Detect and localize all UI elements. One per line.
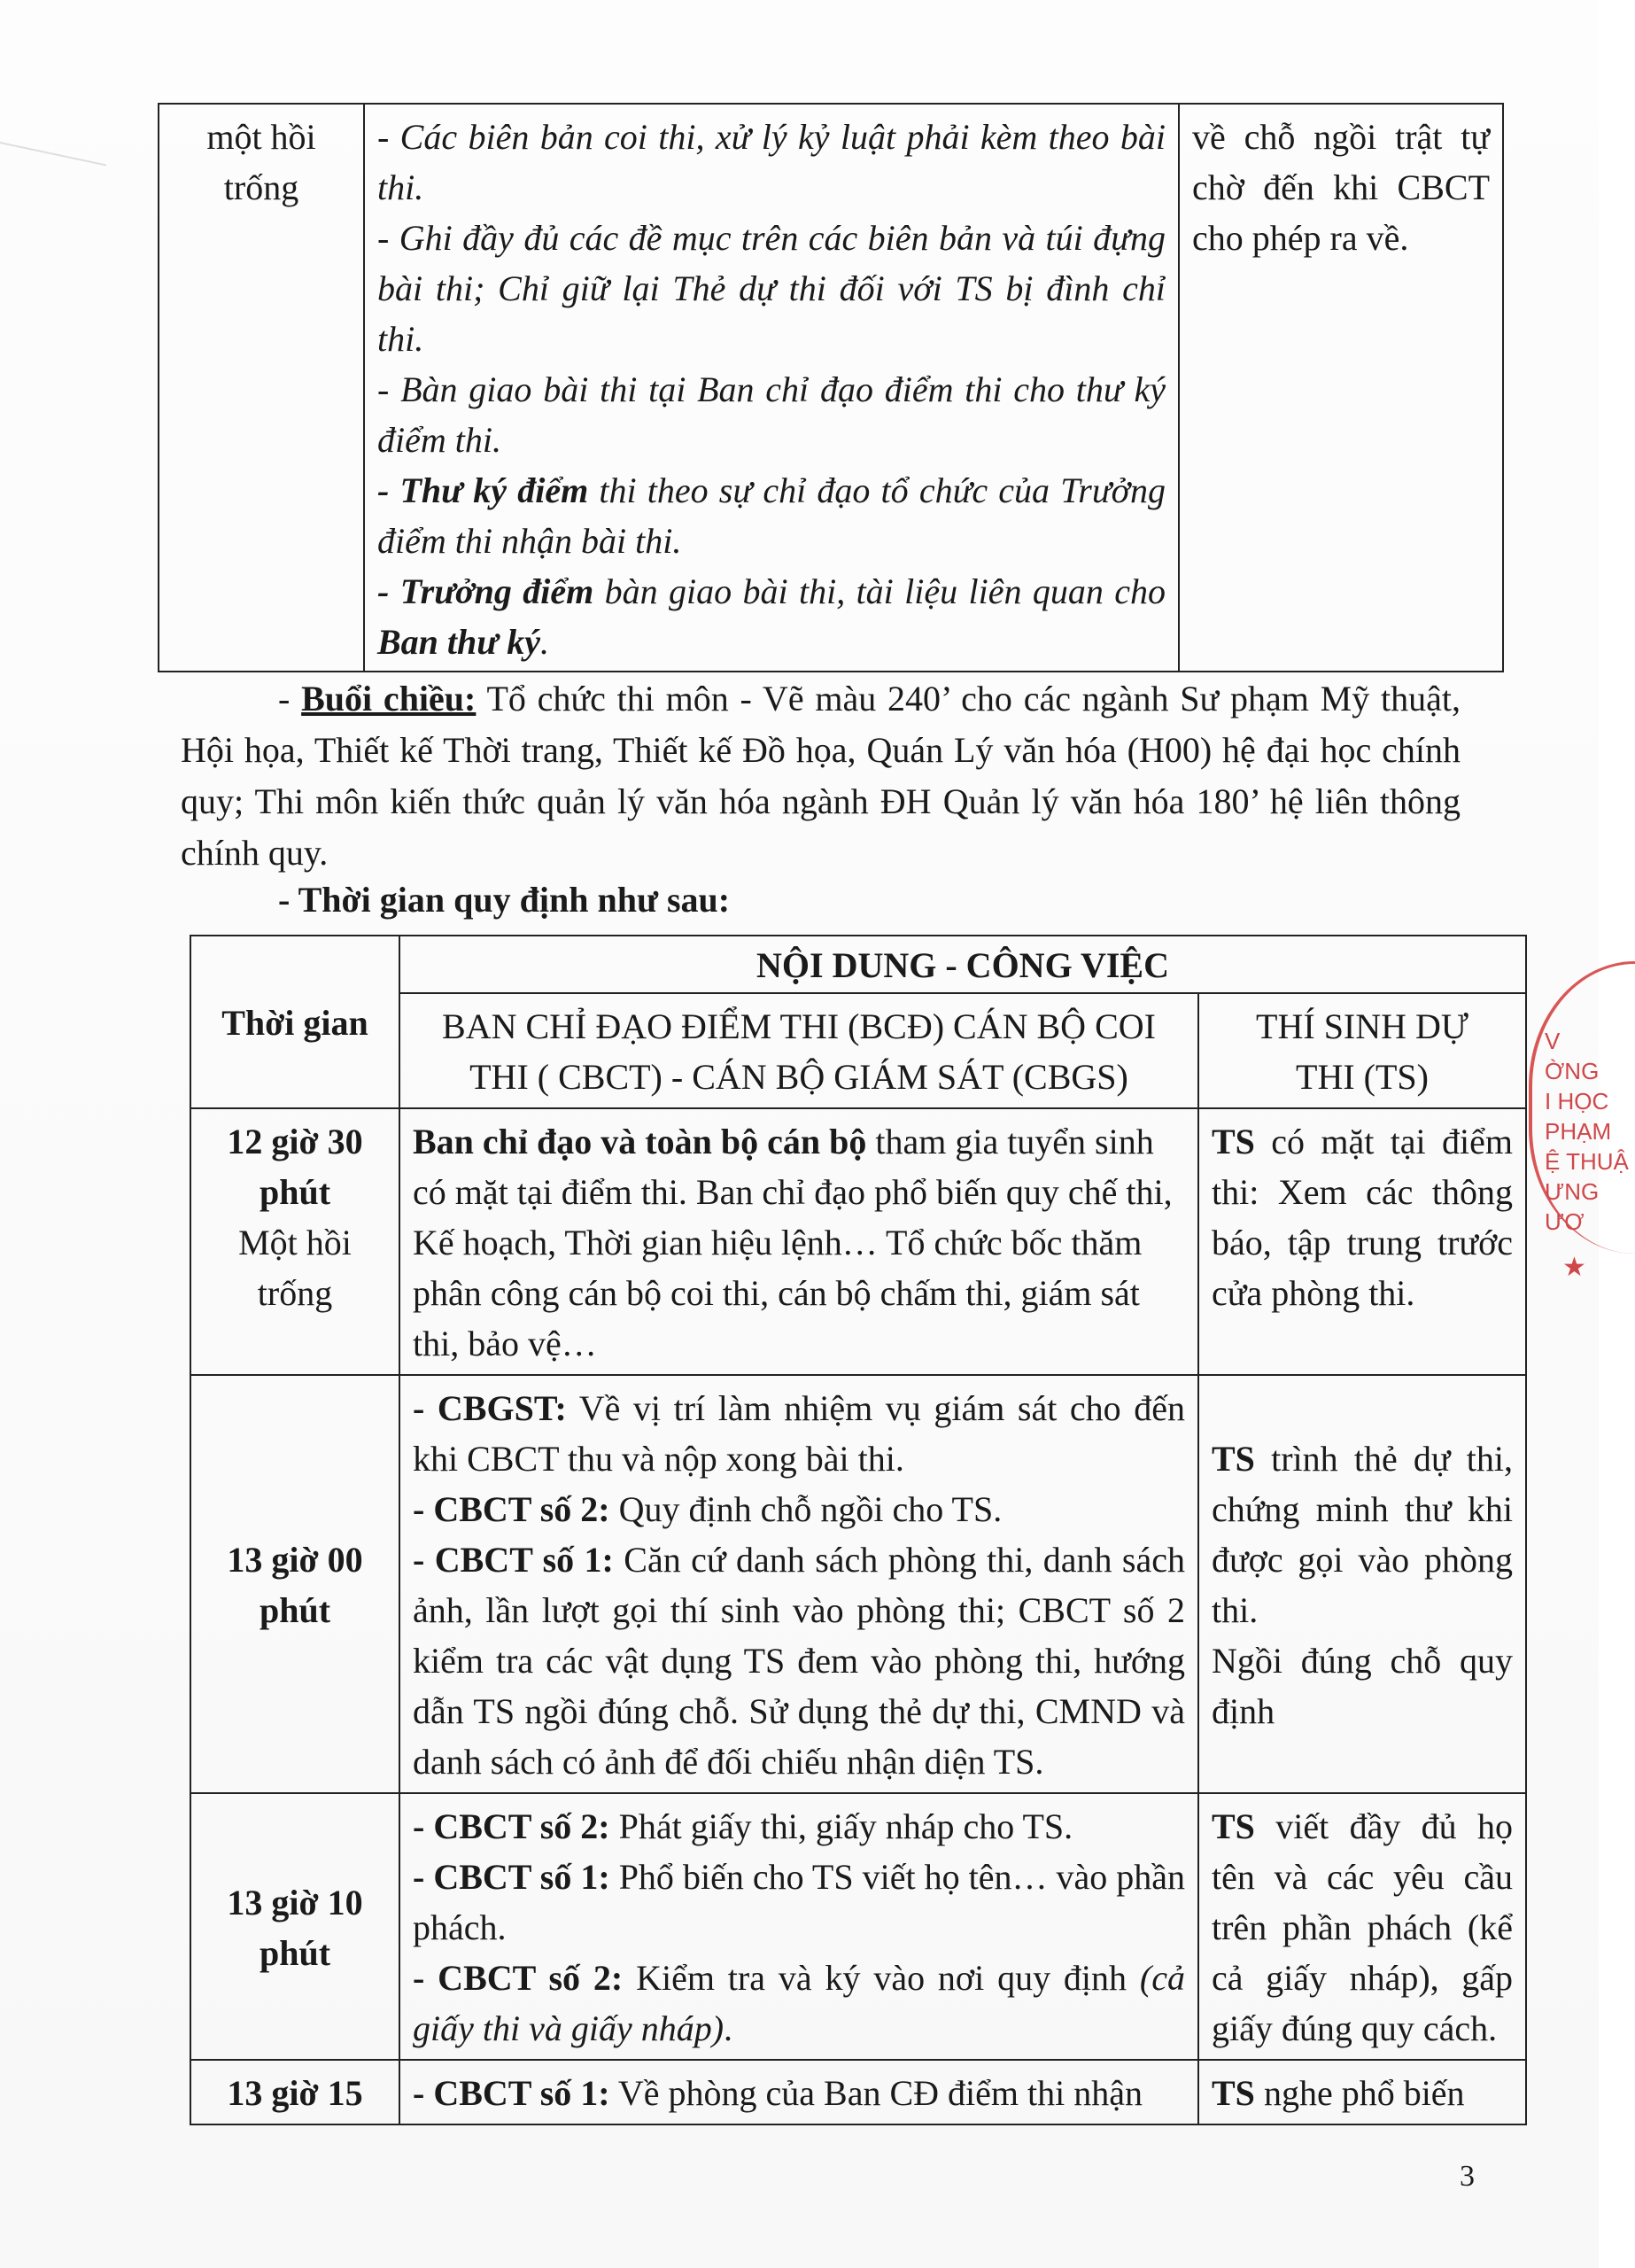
- page-fold-shadow: [0, 0, 106, 167]
- tasks-cell: [364, 104, 1179, 672]
- candidate-cell: về chỗ ngồi trật tự chờ đến khi CBCT cho phép ra về.: [1179, 104, 1503, 672]
- candidate-cell: TS có mặt tại điểm thi: Xem các thông báo, tập trung trước cửa phòng thi.: [1198, 1108, 1526, 1375]
- task-line: - Thư ký điểm thi theo sự chỉ đạo tổ chức của Trưởng điểm thi nhận bài thi.: [377, 470, 1166, 561]
- header-row: [190, 936, 1526, 993]
- candidate-cell: TS trình thẻ dự thi, chứng minh thư khi được gọi vào phòng thi. Ngồi đúng chỗ quy định: [1198, 1375, 1526, 1793]
- task-line: - Ghi đầy đủ các đề mục trên các biên bản và túi đựng bài thi; Chỉ giữ lại Thẻ dự thi đối với TS bị đình chỉ thi.: [377, 218, 1166, 359]
- task-line: - Bàn giao bài thi tại Ban chỉ đạo điểm thi cho thư ký điểm thi.: [377, 369, 1166, 460]
- candidate-cell: TS viết đầy đủ họ tên và các yêu cầu trên phần phách (kể cả giấy nháp), gấp giấy đúng quy cách.: [1198, 1793, 1526, 2060]
- afternoon-label: Buổi chiều:: [301, 679, 477, 718]
- time-cell: 13 giờ 15: [190, 2060, 399, 2124]
- table-row: [190, 1793, 1526, 2060]
- staff-cell: - CBGST: Về vị trí làm nhiệm vụ giám sát cho đến khi CBCT thu và nộp xong bài thi. - CBCT số 2: Quy định chỗ ngồi cho TS. - CBCT số 1: Căn cứ danh sách phòng thi, danh sách ảnh, lần lượt gọi thí sinh vào phòng thi; CBCT số 2 kiểm tra các vật dụng TS đem vào phòng thi, hướng dẫn TS ngồi đúng chỗ. Sử dụng thẻ dự thi, CMND và danh sách có ảnh để đối chiếu nhận diện TS.: [399, 1375, 1198, 1793]
- task-line: - Các biên bản coi thi, xử lý kỷ luật phải kèm theo bài thi.: [377, 117, 1166, 207]
- star-icon: ★: [1562, 1253, 1586, 1282]
- time-cell: một hồi trống: [159, 104, 364, 672]
- schedule-heading: - Thời gian quy định như sau:: [278, 880, 731, 920]
- header-time: Thời gian: [190, 936, 399, 1108]
- time-cell: 12 giờ 30 phút Một hồi trống: [190, 1108, 399, 1375]
- header-staff: BAN CHỈ ĐẠO ĐIỂM THI (BCĐ) CÁN BỘ COI THI ( CBCT) - CÁN BỘ GIÁM SÁT (CBGS): [399, 993, 1198, 1108]
- time-cell: 13 giờ 00 phút: [190, 1375, 399, 1793]
- candidate-cell: TS nghe phổ biến: [1198, 2060, 1526, 2124]
- page-number: 3: [1460, 2160, 1475, 2193]
- staff-cell: Ban chỉ đạo và toàn bộ cán bộ tham gia tuyển sinh có mặt tại điểm thi. Ban chỉ đạo phổ biến quy chế thi, Kế hoạch, Thời gian hiệu lệnh… Tổ chức bốc thăm phân công cán bộ coi thi, cán bộ chấm thi, giám sát thi, bảo vệ…: [399, 1108, 1198, 1375]
- table-row: [190, 2060, 1526, 2124]
- task-line: - Trưởng điểm bàn giao bài thi, tài liệu liên quan cho Ban thư ký.: [377, 571, 1166, 662]
- header-content: NỘI DUNG - CÔNG VIỆC: [399, 936, 1526, 993]
- time-cell: 13 giờ 10 phút: [190, 1793, 399, 2060]
- table-row: [190, 1108, 1526, 1375]
- schedule-table: [190, 935, 1527, 2125]
- official-stamp: V ỜNG I HỌC PHẠM Ệ THUẬ ƯNG ƯƠ ★: [1529, 961, 1635, 1254]
- staff-cell: - CBCT số 1: Về phòng của Ban CĐ điểm thi nhận: [399, 2060, 1198, 2124]
- header-candidate: THÍ SINH DỰ THI (TS): [1198, 993, 1526, 1108]
- afternoon-paragraph: - Buổi chiều: Tổ chức thi môn - Vẽ màu 240’ cho các ngành Sư phạm Mỹ thuật, Hội họa, Thiết kế Thời trang, Thiết kế Đồ họa, Quán Lý văn hóa (H00) hệ đại học chính quy; Thi môn kiến thức quản lý văn hóa ngành ĐH Quản lý văn hóa 180’ hệ liên thông chính quy.: [181, 679, 1461, 873]
- table-row: [159, 104, 1503, 672]
- staff-cell: - CBCT số 2: Phát giấy thi, giấy nháp cho TS. - CBCT số 1: Phổ biến cho TS viết họ tên… vào phần phách. - CBCT số 2: Kiểm tra và ký vào nơi quy định (cả giấy thi và giấy nháp).: [399, 1793, 1198, 2060]
- top-table: [158, 103, 1504, 672]
- table-row: [190, 1375, 1526, 1793]
